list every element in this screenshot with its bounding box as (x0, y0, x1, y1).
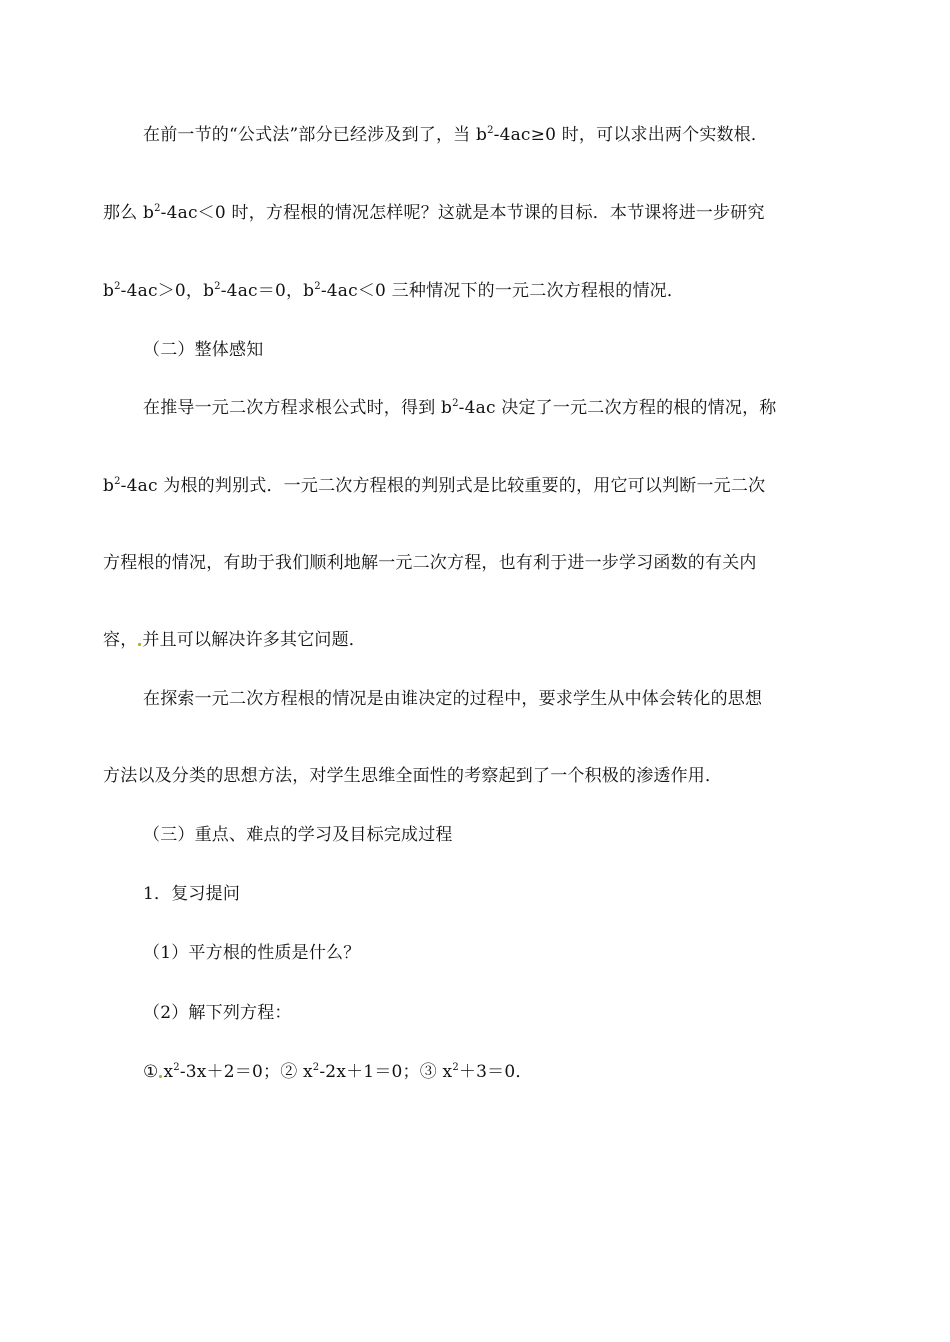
paragraph-1-line-1: 在前一节的“公式法”部分已经涉及到了，当 $b^2-4ac\ge 0$ 时，可以求出两个实数根． (143, 125, 769, 145)
section-heading-key-points: （三）重点、难点的学习及目标完成过程 (143, 825, 453, 845)
paragraph-2-line-2: $b^2-4ac$ 为根的判别式．一元二次方程根的判别式是比较重要的，用它可以判断一元二次 (103, 476, 766, 496)
paragraph-1-line-3: $b^2-4ac>0$，$b^2-4ac=0$，$b^2-4ac<0$ 三种情况下的一元二次方程根的情况． (103, 281, 685, 301)
paragraph-3-line-1: 在探索一元二次方程根的情况是由谁决定的过程中，要求学生从中体会转化的思想 (143, 689, 763, 709)
paragraph-1-line-2: 那么 $b^2-4ac<0$ 时，方程根的情况怎样呢？这就是本节课的目标．本节课将进一步研究 (103, 203, 765, 223)
section-heading-overall-perception: （二）整体感知 (143, 340, 264, 360)
question-1: （1）平方根的性质是什么？ (143, 943, 361, 963)
item-review-questions: 1．复习提问 (143, 884, 241, 904)
paragraph-2-line-1: 在推导一元二次方程求根公式时，得到 $b^2-4ac$ 决定了一元二次方程的根的情况，称 (143, 398, 777, 418)
paragraph-3-line-2: 方法以及分类的思想方法，对学生思维全面性的考察起到了一个积极的渗透作用． (103, 766, 723, 786)
stray-mark (138, 643, 141, 646)
equations-line: ① $x^2-3x+2=0$；② $x^2-2x+1=0$；③ $x^2+3=0$． (143, 1062, 533, 1082)
stray-mark (159, 1075, 162, 1078)
paragraph-2-line-4: 容， 并且可以解决许多其它问题． (103, 630, 367, 650)
question-2: （2）解下列方程： (143, 1003, 292, 1023)
paragraph-2-line-3: 方程根的情况，有助于我们顺利地解一元二次方程，也有利于进一步学习函数的有关内 (103, 553, 757, 573)
